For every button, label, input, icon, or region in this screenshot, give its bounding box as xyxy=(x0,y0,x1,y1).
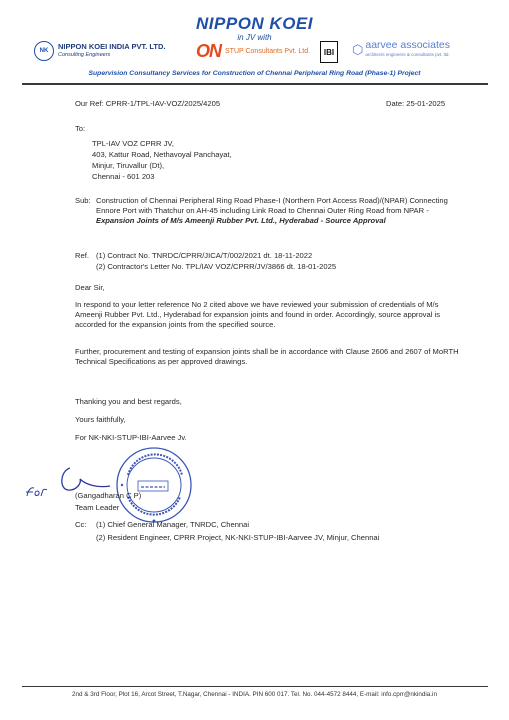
subject-plain: Construction of Chennai Peripheral Ring Road Phase-I (Northern Port Access Road)/(NPAR) Connecting Ennore Port with Thatchur on AH-45 including Link Road to Chennai Outer Ring Road from NPAR - xyxy=(96,196,448,216)
cc-item: (2) Resident Engineer, CPRR Project, NK-NKI-STUP-IBI-Aarvee JV, Minjur, Chennai xyxy=(96,533,380,542)
header-divider xyxy=(22,83,488,85)
ref-label: Ref. xyxy=(75,251,89,260)
footer-divider xyxy=(22,686,488,687)
ref-item: (2) Contractor's Letter No. TPL/IAV VOZ/CPRR/JV/3866 dt. 18-01-2025 xyxy=(96,262,337,271)
handwritten-for-mark xyxy=(24,484,48,498)
stup-logo xyxy=(196,41,310,62)
to-label: To: xyxy=(75,124,86,133)
cc-label: Cc: xyxy=(75,520,87,529)
company-seal-stamp xyxy=(114,445,194,525)
nk-india-name: NIPPON KOEI INDIA PVT. LTD. xyxy=(58,42,166,51)
aarvee-hex-icon: ⬡ xyxy=(352,42,364,57)
signatory-name: (Gangadharan C P) xyxy=(75,491,142,500)
subject-bold: Expansion Joints of M/s Ameenji Rubber Pvt. Ltd., Hyderabad - Source Approval xyxy=(96,216,386,226)
our-ref: Our Ref: CPRR-1/TPL-IAV-VOZ/2025/4205 xyxy=(75,99,221,108)
aarvee-name: aarvee associates xyxy=(365,39,450,51)
footer-address: 2nd & 3rd Floor, Plot 16, Arcot Street, T.Nagar, Chennai - INDIA. PIN 600 017. Tel. No. 044-4572 8444, E-mail: info.cprr@nkindia.in xyxy=(72,691,437,698)
brand-subtitle: in JV with xyxy=(237,33,272,42)
address-line: TPL-IAV VOZ CPRR JV, xyxy=(92,139,174,148)
subject-label: Sub: xyxy=(75,196,91,205)
subject-text xyxy=(96,196,466,227)
ref-item: (1) Contract No. TNRDC/CPRR/JICA/T/002/2021 dt. 18-11-2022 xyxy=(96,251,313,260)
closing-yours: Yours faithfully, xyxy=(75,415,126,424)
salutation: Dear Sir, xyxy=(75,283,105,292)
nk-india-logo xyxy=(34,41,166,61)
address-line: Chennai - 601 203 xyxy=(92,172,155,181)
ibi-mark: IBI xyxy=(320,41,338,63)
signatory-title: Team Leader xyxy=(75,503,120,512)
aarvee-tag: architects engineers & consultants pvt. ltd. xyxy=(365,52,450,57)
partner-logos xyxy=(34,41,484,67)
body-paragraph-1: In respond to your letter reference No 2 cited above we have reviewed your submission of credentials of M/s Ameenji Rubber Pvt. Ltd., Hyderabad for expansion joints and found in order. Accordingly, source approval is accorded for the expansion joints from the specified source. xyxy=(75,300,440,330)
nk-seal-icon: NK xyxy=(34,41,54,61)
body-paragraph-2: Further, procurement and testing of expansion joints shall be in accordance with Clause 2606 and 2607 of MoRTH Technical Specifications as per approved drawings. xyxy=(75,347,459,367)
brand-title: NIPPON KOEI xyxy=(196,14,313,33)
closing-thanks: Thanking you and best regards, xyxy=(75,397,182,406)
stup-mark-icon: ON xyxy=(196,41,221,61)
aarvee-logo xyxy=(352,41,450,59)
letter-date: Date: 25-01-2025 xyxy=(386,99,446,108)
address-line: 403, Kattur Road, Nethavoyal Panchayat, xyxy=(92,150,232,159)
for-line: For NK-NKI-STUP-IBI-Aarvee Jv. xyxy=(75,433,187,442)
project-tagline: Supervision Consultancy Services for Construction of Chennai Peripheral Ring Road (Phase-1) Project xyxy=(88,70,421,77)
stup-name: STUP Consultants Pvt. Ltd. xyxy=(225,48,311,55)
ibi-logo xyxy=(320,41,338,63)
nk-india-tag: Consulting Engineers xyxy=(58,52,111,58)
cc-item: (1) Chief General Manager, TNRDC, Chennai xyxy=(96,520,250,529)
address-line: Minjur, Tiruvallur (Dt), xyxy=(92,161,165,170)
